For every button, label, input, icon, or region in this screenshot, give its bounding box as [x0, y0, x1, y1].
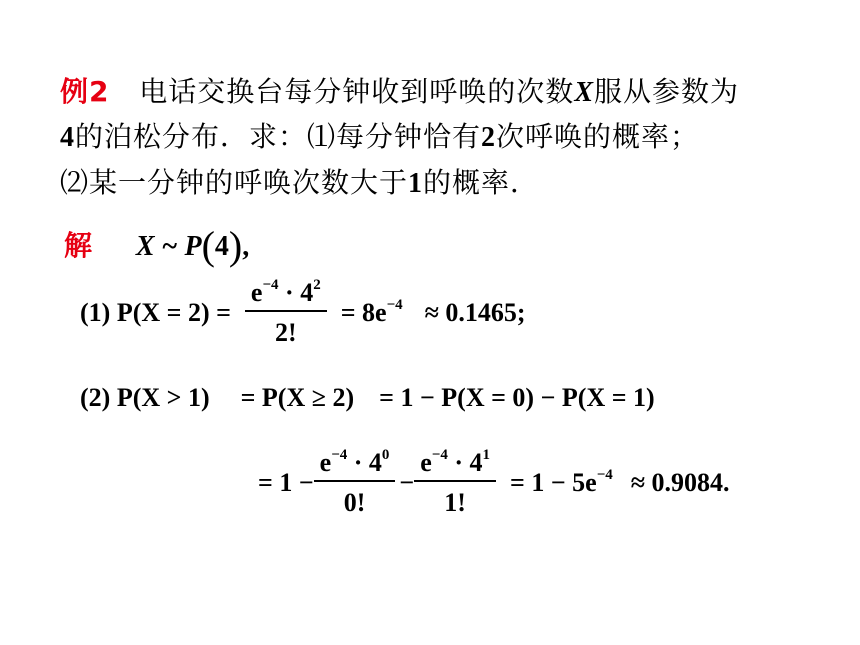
- part2-equation-line2: [258, 448, 730, 518]
- problem-text: ⑵某一分钟的呼唤次数大于: [60, 166, 409, 199]
- problem-line-2: [60, 117, 699, 158]
- problem-text: 的泊松分布．求：⑴每分钟恰有: [75, 120, 482, 153]
- problem-text: 电话交换台每分钟收到呼唤的次数: [139, 75, 575, 108]
- part2-fraction-2: [414, 448, 496, 518]
- part2-approx: ≈ 0.9084.: [630, 468, 730, 497]
- part1-equation: [80, 278, 526, 348]
- part2-equation-line1: [80, 383, 655, 413]
- fraction-numerator: $e^{-4} \cdot 4^0$: [314, 448, 396, 482]
- problem-text: 的概率．: [423, 166, 540, 199]
- problem-number: 4: [60, 122, 75, 153]
- part1-simplified: = $8e^{-4}$: [340, 297, 403, 327]
- part2-rhs1: = P(X ≥ 2): [240, 383, 355, 412]
- problem-text: 服从参数为: [594, 75, 740, 108]
- problem-line-3: [60, 163, 539, 204]
- fraction-numerator: $e^{-4} \cdot 4^2$: [245, 278, 327, 312]
- part2-rhs2: = 1 − P(X = 0) − P(X = 1): [379, 383, 655, 412]
- part2-fraction-1: [314, 448, 396, 518]
- solution-label: 解: [64, 229, 93, 262]
- distribution: X ~ P: [135, 231, 202, 262]
- paren-close: ): [228, 223, 243, 268]
- distribution-comma: ,: [242, 231, 250, 262]
- problem-text: 次呼唤的概率；: [496, 120, 700, 153]
- solution-line: [64, 222, 249, 269]
- example-label: 例2: [60, 75, 110, 108]
- problem-number: 2: [481, 122, 497, 153]
- distribution-param: 4: [214, 231, 229, 262]
- problem-line-1: [60, 72, 739, 113]
- part2-line2-start: = 1 −: [258, 468, 314, 497]
- fraction-denominator: 1!: [444, 488, 466, 517]
- part1-lhs: (1) P(X = 2) =: [80, 298, 231, 327]
- variable-x: X: [574, 77, 594, 108]
- fraction-denominator: 2!: [274, 318, 297, 347]
- fraction-denominator: 0!: [343, 488, 366, 517]
- minus-sign: −: [399, 468, 415, 497]
- paren-open: (: [201, 223, 215, 268]
- part2-lhs: (2) P(X > 1): [80, 383, 210, 412]
- part2-simplified: = $1 - 5e^{-4}$: [510, 467, 613, 497]
- part1-approx: ≈ 0.1465;: [424, 298, 526, 327]
- fraction-numerator: $e^{-4} \cdot 4^1$: [414, 448, 496, 482]
- part1-fraction: [245, 278, 327, 348]
- problem-number: 1: [408, 168, 424, 199]
